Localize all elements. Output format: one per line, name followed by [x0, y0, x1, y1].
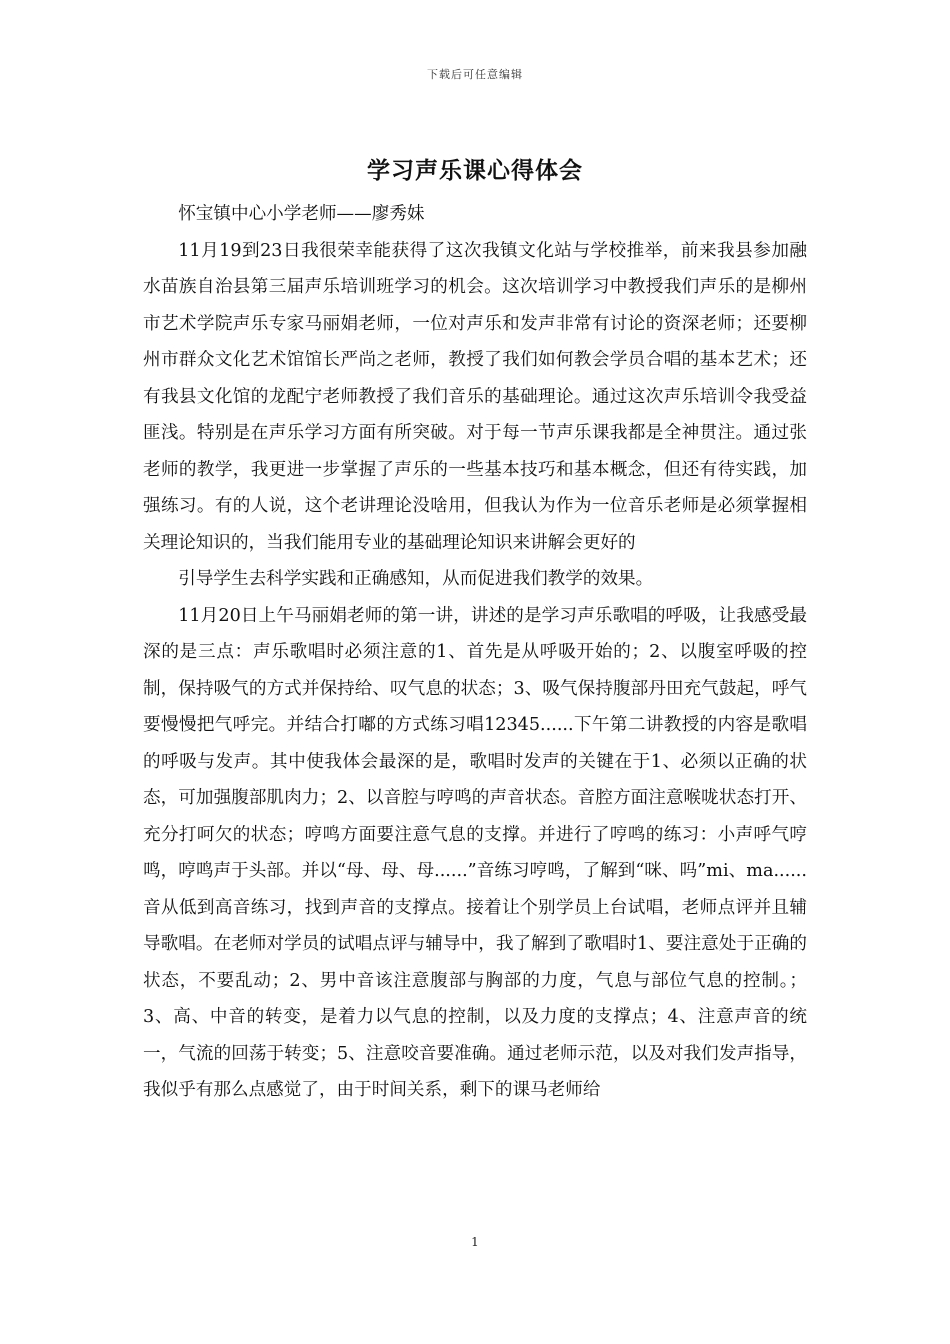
author-line: 怀宝镇中心小学老师——廖秀妹: [178, 204, 425, 224]
paragraph: 11月20日上午马丽娟老师的第一讲，讲述的是学习声乐歌唱的呼吸，让我感受最深的是三点：声乐歌唱时必须注意的1、首先是从呼吸开始的；2、以腹室呼吸的控制，保持吸气的方式并保持给、叹气息的状态；3、吸气保持腹部丹田充气鼓起，呼气要慢慢把气呼完。并结合打嘟的方式练习唱12345......下午第二讲教授的内容是歌唱的呼吸与发声。其中使我体会最深的是，歌唱时发声的关键在于1、必须以正确的状态，可加强腹部肌肉力；2、以音腔与哼鸣的声音状态。音腔方面注意喉咙状态打开、充分打呵欠的状态；哼鸣方面要注意气息的支撑。并进行了哼鸣的练习：小声呼气哼鸣，哼鸣声于头部。并以“母、母、母......”音练习哼鸣，了解到“咪、吗”mi、ma......音从低到高音练习，找到声音的支撑点。接着让个别学员上台试唱，老师点评并且辅导歌唱。在老师对学员的试唱点评与辅导中，我了解到了歌唱时1、要注意处于正确的状态，不要乱动；2、男中音该注意腹部与胸部的力度，气息与部位气息的控制。；3、高、中音的转变，是着力以气息的控制，以及力度的支撑点；4、注意声音的统一，气流的回荡于转变；5、注意咬音要准确。通过老师示范，以及对我们发声指导，我似乎有那么点感觉了，由于时间关系，剩下的课马老师给: [143, 605, 807, 1100]
document-body: [143, 196, 807, 1109]
paragraph: 11月19到23日我很荣幸能获得了这次我镇文化站与学校推举，前来我县参加融水苗族自治县第三届声乐培训班学习的机会。这次培训学习中教授我们声乐的是柳州市艺术学院声乐专家马丽娟老师，一位对声乐和发声非常有讨论的资深老师；还要柳州市群众文化艺术馆馆长严尚之老师，教授了我们如何教会学员合唱的基本艺术；还有我县文化馆的龙配宁老师教授了我们音乐的基础理论。通过这次声乐培训令我受益匪浅。特别是在声乐学习方面有所突破。对于每一节声乐课我都是全神贯注。通过张老师的教学，我更进一步掌握了声乐的一些基本技巧和基本概念，但还有待实践，加强练习。有的人说，这个老讲理论没啥用，但我认为作为一位音乐老师是必须掌握相关理论知识的，当我们能用专业的基础理论知识来讲解会更好的: [143, 240, 807, 553]
paragraph: 引导学生去科学实践和正确感知，从而促进我们教学的效果。: [178, 569, 654, 589]
document-title: 学习声乐课心得体会: [367, 157, 583, 184]
header-note: 下载后可任意编辑: [427, 68, 523, 81]
page-number: 1: [471, 1235, 479, 1249]
